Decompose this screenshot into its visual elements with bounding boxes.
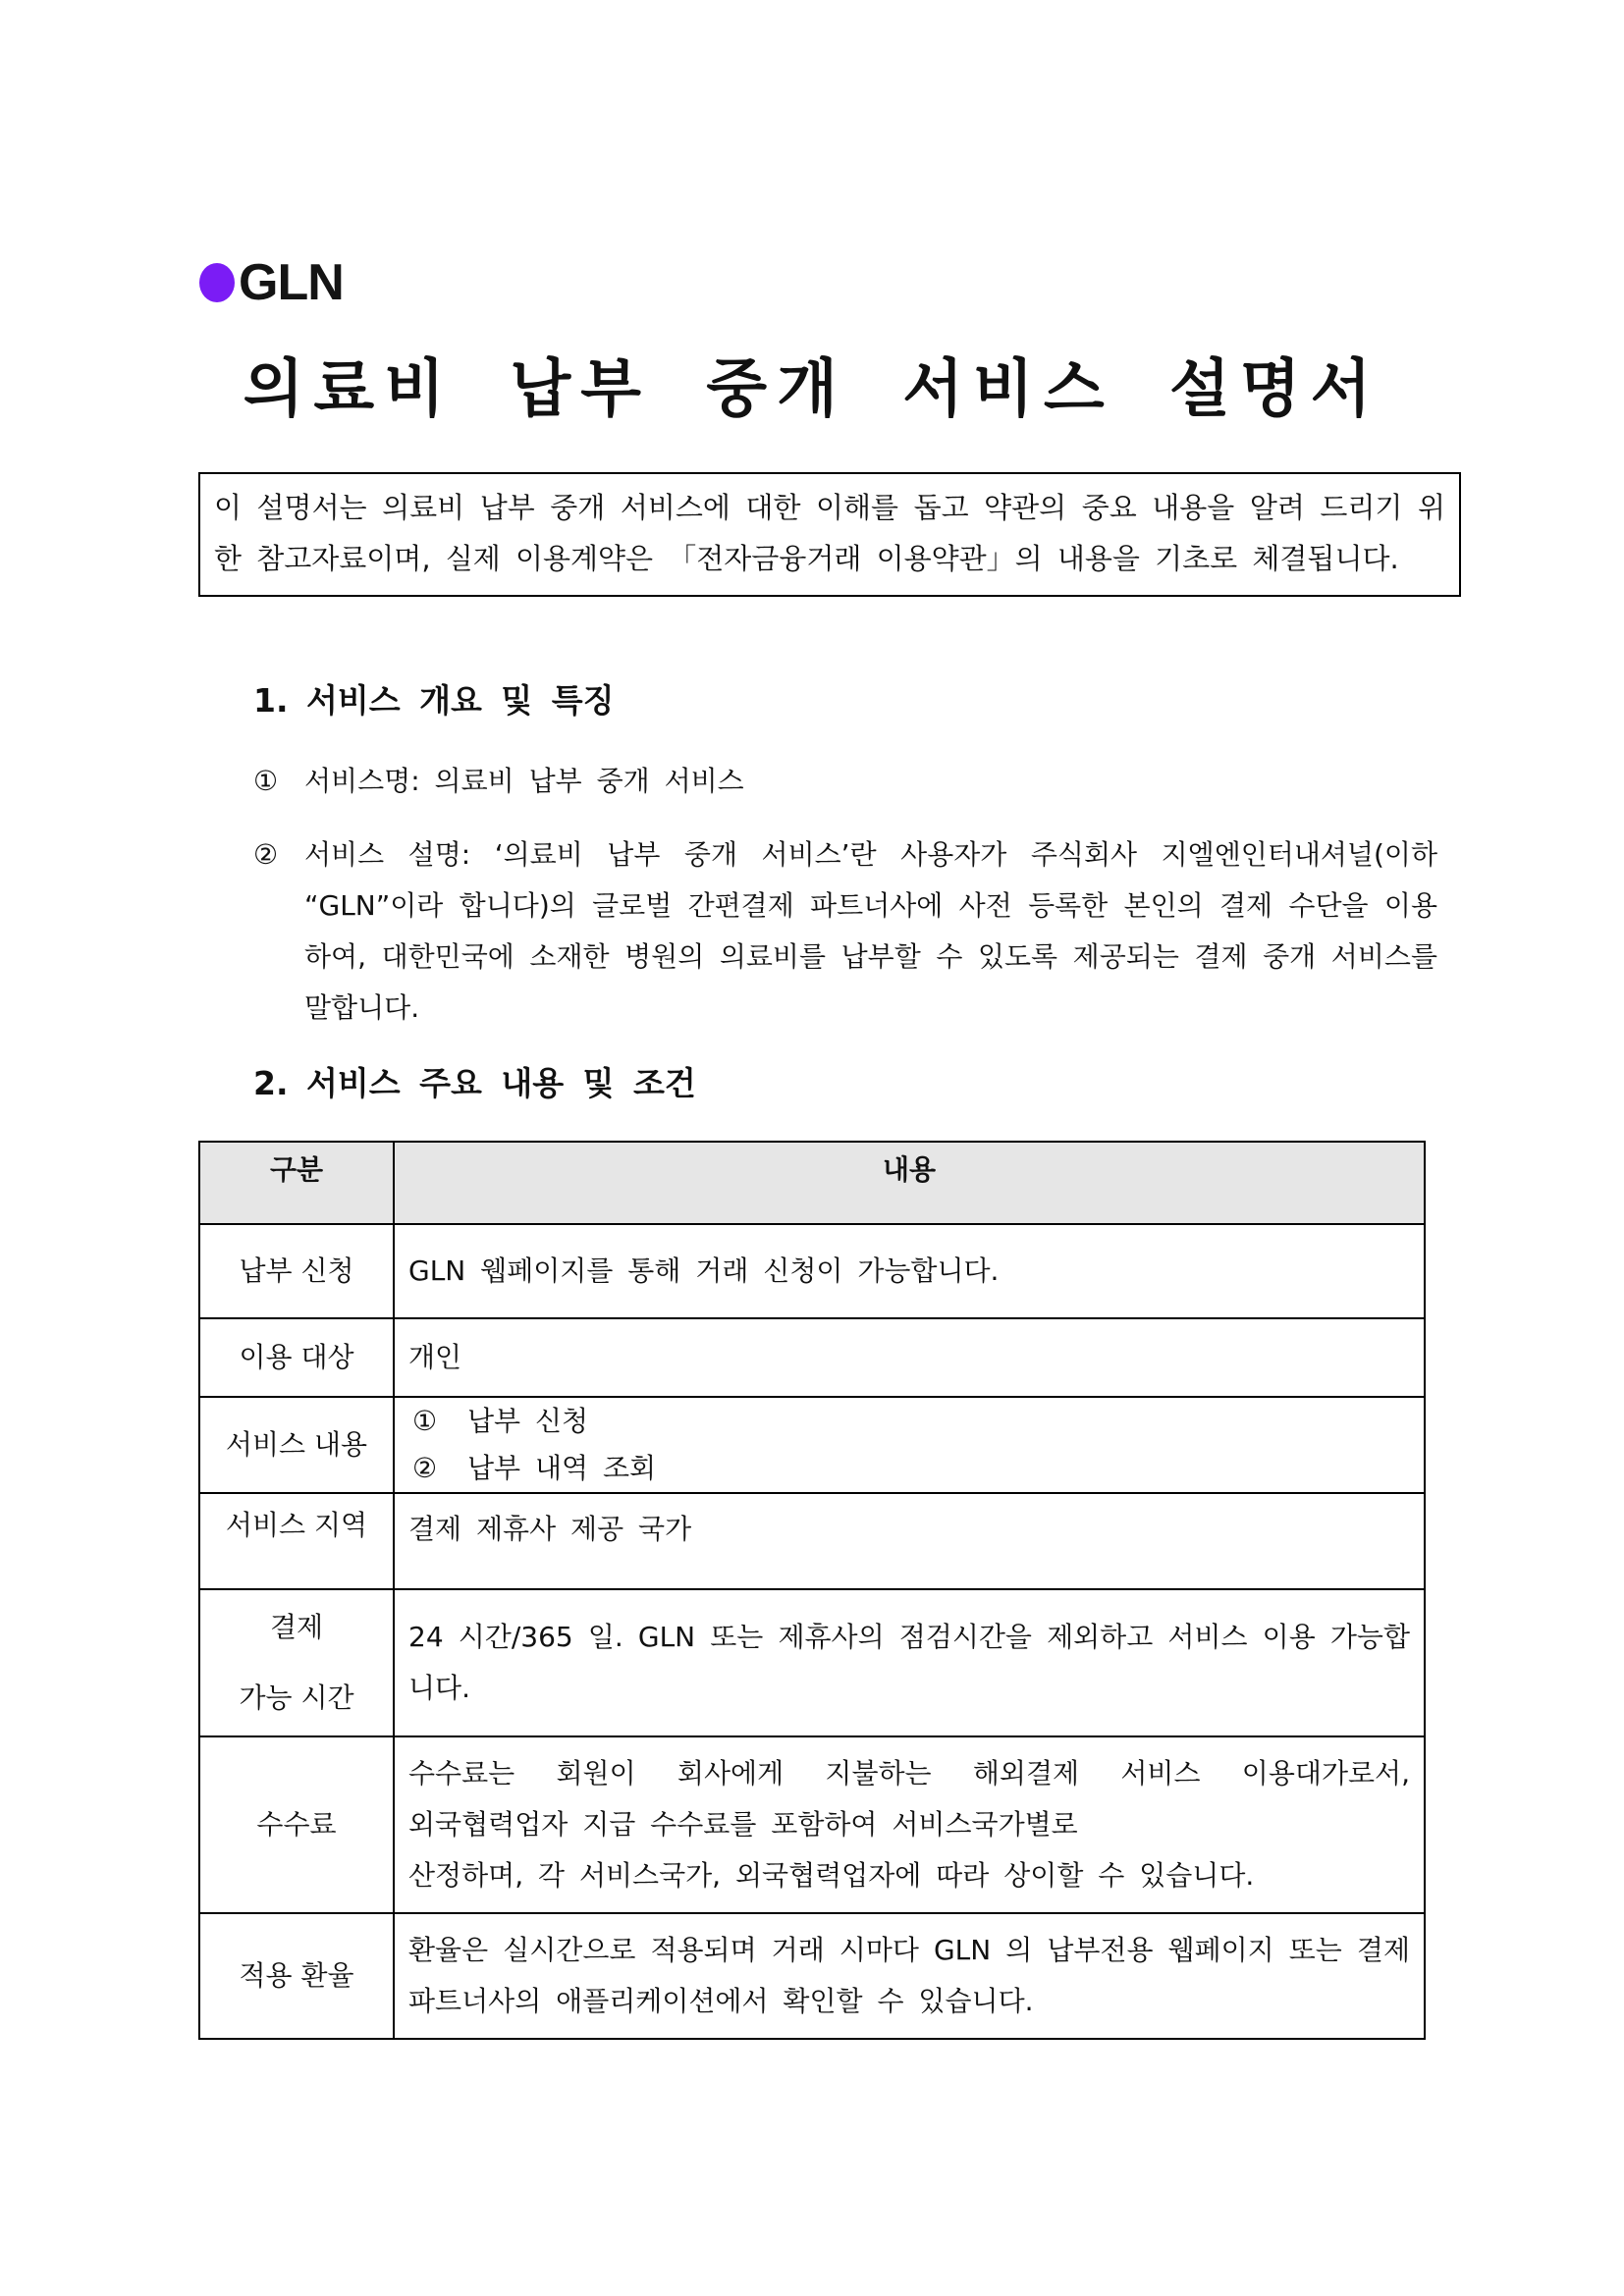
sub-item-number: ②: [412, 1452, 438, 1484]
table-row: [199, 1736, 1425, 1913]
table-row: [199, 1397, 1425, 1493]
table-row: [199, 1318, 1425, 1397]
section-1-number: 1.: [253, 681, 289, 720]
table-row: [199, 1589, 1425, 1736]
row-value-line: 24 시간/365 일. GLN 또는 제휴사의 점검시간을 제외하고 서비스 이용 가능합니다.: [408, 1621, 1410, 1704]
table-row: [199, 1913, 1425, 2039]
item-number: ②: [253, 838, 279, 871]
row-label: 이용 대상: [199, 1318, 394, 1397]
section-1-item-2: [253, 829, 1437, 1034]
row-value-line: 수수료는 회원이 회사에게 지불하는 해외결제 서비스 이용대가로서,: [408, 1757, 1410, 1789]
document-title: 의료비 납부 중개 서비스 설명서: [243, 353, 1381, 426]
section-2-title: 서비스 주요 내용 및 조건: [306, 1064, 696, 1102]
item-text: 서비스 설명: ‘의료비 납부 중개 서비스’란 사용자가 주식회사 지엘엔인터내셔널(이하 “GLN”이라 합니다)의 글로벌 간편결제 파트너사에 사전 등록한 본인의 결제 수단을 이용하여, 대한민국에 소재한 병원의 의료비를 납부할 수 있도록 제공되는 결제 중개 서비스를 말합니다.: [304, 838, 1437, 1024]
notice-box: 이 설명서는 의료비 납부 중개 서비스에 대한 이해를 돕고 약관의 중요 내용을 알려 드리기 위한 참고자료이며, 실제 이용계약은 「전자금융거래 이용약관」의 내용을 기초로 체결됩니다.: [198, 472, 1461, 597]
row-value: [394, 1493, 1425, 1589]
table-row: [199, 1224, 1425, 1318]
row-value: [394, 1318, 1425, 1397]
section-1-heading: [253, 679, 615, 722]
row-label: [199, 1589, 394, 1736]
row-label: 수수료: [199, 1736, 394, 1913]
table-header-content: 내용: [394, 1142, 1425, 1224]
row-value-line: 환율은 실시간으로 적용되며 거래 시마다 GLN 의 납부전용 웹페이지 또는 결제 파트너사의 애플리케이션에서 확인할 수 있습니다.: [408, 1934, 1410, 2017]
row-value: [394, 1224, 1425, 1318]
table-header-category: 구분: [199, 1142, 394, 1224]
row-label: 서비스 내용: [199, 1397, 394, 1493]
table-header-row: [199, 1142, 1425, 1224]
sub-item: [408, 1398, 1410, 1445]
row-label: 납부 신청: [199, 1224, 394, 1318]
section-2-heading: [253, 1062, 696, 1105]
terms-table: [198, 1141, 1426, 2040]
row-value-line: GLN 웹페이지를 통해 거래 신청이 가능합니다.: [408, 1255, 1000, 1287]
section-1-item-1: [253, 756, 1437, 807]
item-number: ①: [253, 765, 279, 797]
row-label-line: 결제: [269, 1611, 324, 1643]
sub-item-text: 납부 신청: [467, 1405, 589, 1437]
gln-logo: [199, 253, 344, 312]
section-2-number: 2.: [253, 1064, 289, 1102]
table-row: [199, 1493, 1425, 1589]
row-label: 서비스 지역: [199, 1493, 394, 1589]
row-value: [394, 1589, 1425, 1736]
row-value-line: 개인: [408, 1341, 462, 1373]
logo-dot-icon: [199, 263, 235, 302]
row-value-line: 산정하며, 각 서비스국가, 외국협력업자에 따라 상이할 수 있습니다.: [408, 1859, 1255, 1892]
row-value: [394, 1913, 1425, 2039]
logo-text: GLN: [239, 254, 344, 311]
row-value-line: 결제 제휴사 제공 국가: [408, 1513, 692, 1545]
row-value-line: 외국협력업자 지급 수수료를 포함하여 서비스국가별로: [408, 1808, 1078, 1841]
row-value: [394, 1397, 1425, 1493]
sub-item-text: 납부 내역 조회: [467, 1452, 657, 1484]
section-1-title: 서비스 개요 및 특징: [306, 681, 615, 720]
row-label: 적용 환율: [199, 1913, 394, 2039]
sub-item: [408, 1445, 1410, 1492]
row-label-line: 가능 시간: [239, 1682, 354, 1714]
row-value: [394, 1736, 1425, 1913]
sub-item-number: ①: [412, 1405, 438, 1437]
item-text: 서비스명: 의료비 납부 중개 서비스: [304, 765, 744, 797]
